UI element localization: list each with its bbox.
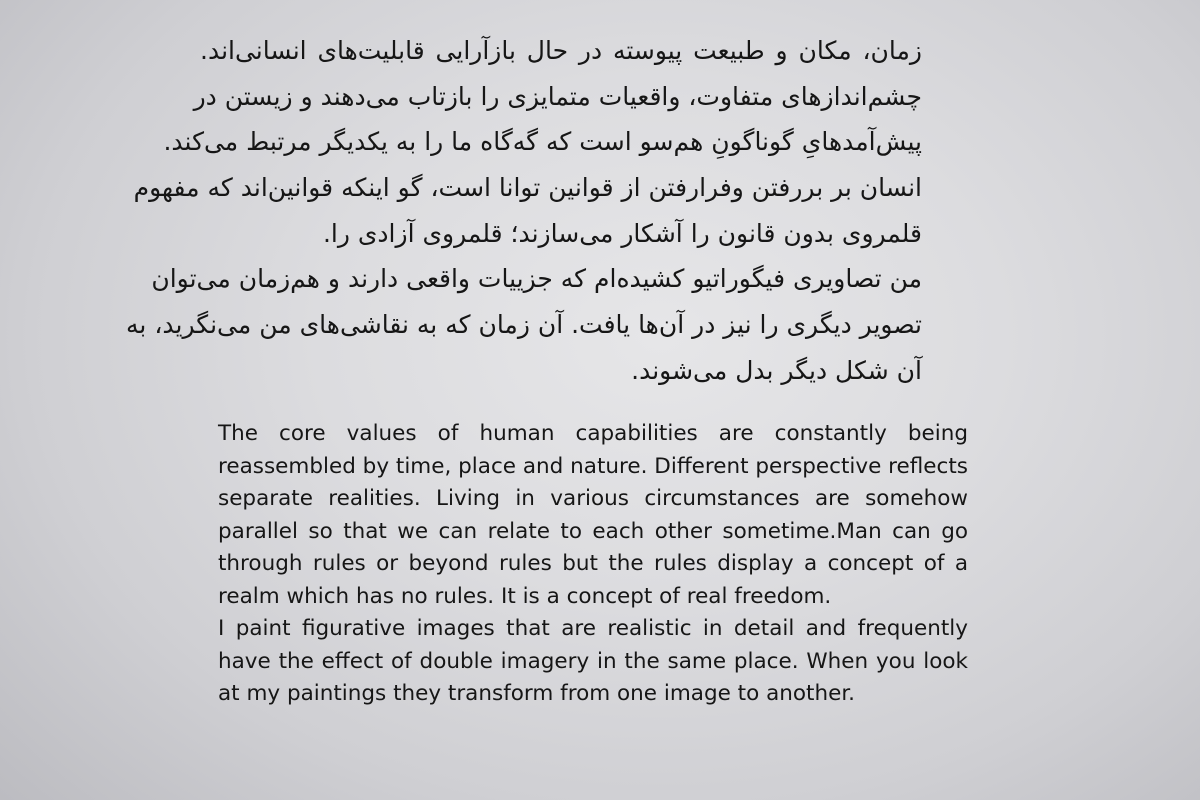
persian-line: چشم‌اندازهای متفاوت، واقعیات متمایزی را بازتاب می‌دهند و زیستن در xyxy=(193,81,922,111)
persian-line: قلمروی بدون قانون را آشکار می‌سازند؛ قلمروی آزادی را. xyxy=(322,218,922,248)
persian-line: زمان، مکان و طبیعت پیوسته در حال بازآرایی قابلیت‌های انسانی‌اند. xyxy=(200,36,922,65)
persian-line: تصویر دیگری را نیز در آن‌ها یافت. آن زمان که به نقاشی‌های من می‌نگرید، به xyxy=(126,310,922,340)
english-statement xyxy=(218,418,968,711)
english-line: have the effect of double imagery in the same place. When you look xyxy=(218,648,968,674)
english-line: separate realities. Living in various circumstances are somehow xyxy=(218,486,968,511)
english-line: The core values of human capabilities are constantly being xyxy=(218,421,968,446)
english-line: parallel so that we can relate to each other sometime.Man can go xyxy=(218,518,968,544)
english-line: reassembled by time, place and nature. Different perspective reflects xyxy=(218,453,968,479)
english-line: through rules or beyond rules but the rules display a concept of a xyxy=(218,551,968,576)
persian-line: آن شکل دیگر بدل می‌شوند. xyxy=(631,355,922,385)
english-line: at my paintings they transform from one image to another. xyxy=(218,681,856,706)
persian-line: انسان بر بررفتن وفرارفتن از قوانین توانا است، گو اینکه قوانین‌اند که مفهوم xyxy=(133,173,922,203)
english-line: I paint figurative images that are realistic in detail and frequently xyxy=(218,616,968,641)
english-line: realm which has no rules. It is a concept of real freedom. xyxy=(218,583,832,609)
persian-statement xyxy=(126,28,922,394)
persian-line: من تصاویری فیگوراتیو کشیده‌ام که جزییات واقعی دارند و هم‌زمان می‌توان xyxy=(151,264,922,294)
persian-line: پیش‌آمدهایِ گوناگونِ هم‌سو است که گه‌گاه ما را به یکدیگر مرتبط می‌کند. xyxy=(163,127,922,157)
